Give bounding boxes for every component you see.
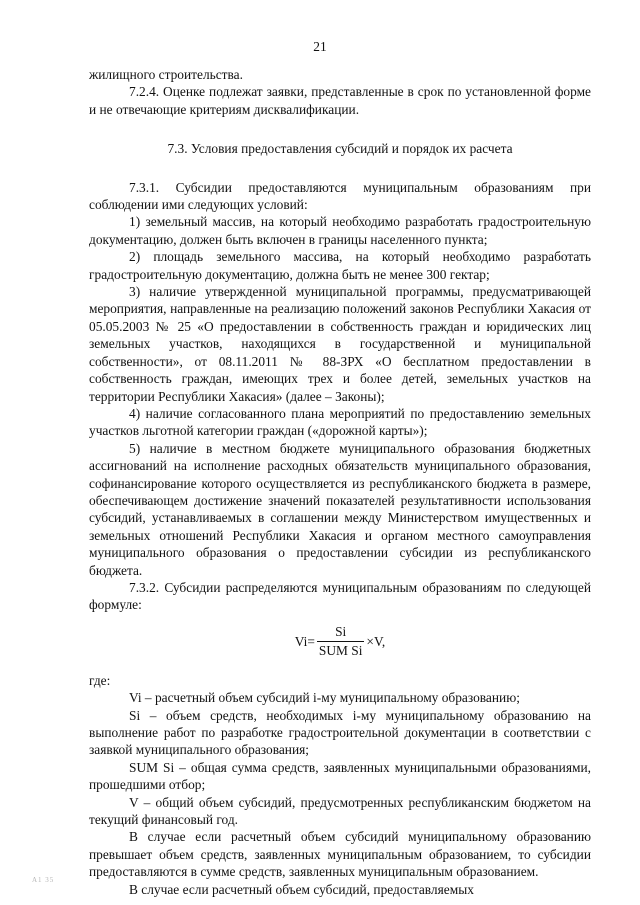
formula-lhs: Vi= [294,633,315,649]
formula-numerator: Si [335,624,347,640]
formula-fraction [317,624,365,659]
paragraph-7-3-1: 7.3.1. Субсидии предоставляются муниципальным образованиям при соблюдении ими следующих условий: [89,179,591,213]
page-content [89,66,591,898]
condition-2: 2) площадь земельного массива, на который необходимо разработать градостроительную документацию, должна быть не менее 300 гектар; [89,249,591,282]
formula-rhs: ×V, [366,633,386,649]
definition-vi: Vi – расчетный объем субсидий i-му муниципальному образованию; [129,690,520,706]
definition-v: V – общий объем субсидий, предусмотренных республиканским бюджетом на текущий финансовый год. [89,794,591,828]
paragraph-intro: жилищного строительства. [89,67,243,82]
distribution-formula [89,615,591,669]
paragraph-7-3-2: 7.3.2. Субсидии распределяются муниципальным образованиям по следующей формуле: [89,579,591,613]
paragraph-case-2: В случае если расчетный объем субсидий, предоставляемых [129,881,474,897]
section-heading-7-3: 7.3. Условия предоставления субсидий и порядок их расчета [167,141,513,157]
definition-si: Si – объем средств, необходимых i-му муниципальному образованию на выполнение работ по разработке градостроительной документации в соответствии с заявкой муниципального образования; [89,707,591,758]
definition-sum-si: SUM Si – общая сумма средств, заявленных муниципальными образованиями, прошедшими отбор; [89,759,591,793]
where-label: где: [89,672,111,688]
condition-1: 1) земельный массив, на который необходимо разработать градостроительную документацию, должен быть включен в границы населенного пункта; [89,214,591,247]
footer-stamp: A1 35 [32,876,55,884]
condition-3: 3) наличие утвержденной муниципальной программы, предусматривающей мероприятия, направленные на реализацию положений законов Республики Хакасия от 05.05.2003 № 25 «О предоставлении в собственность граждан и юридических лиц земельных участков, находящихся в государственной и муниципальной собственности», от 08.11.2011 № 88-ЗРХ «О бесплатном предоставлении в собственность граждан, имеющих трех и более детей, земельных участков на территории Республики Хакасия» (далее – Законы); [89,284,591,404]
paragraph-7-2-4: 7.2.4. Оценке подлежат заявки, представленные в срок по установленной форме и не отвечающие критериям дисквалификации. [89,84,591,117]
formula-denominator: SUM Si [318,643,363,659]
condition-4: 4) наличие согласованного плана мероприятий по предоставлению земельных участков льготной категории граждан («дорожной карты»); [89,405,591,439]
condition-5: 5) наличие в местном бюджете муниципального образования бюджетных ассигнований на исполнение расходных обязательств муниципального образования, софинансирование которого осуществляется из республиканского бюджета в размере, обеспечивающем достижение значений показателей результативности использования субсидий, устанавливаемых в соглашении между Министерством имущественных и земельных отношений Республики Хакасия и органом местного самоуправления муниципального образования о предоставлении субсидии из республиканского бюджета. [89,440,591,578]
paragraph-case-1: В случае если расчетный объем субсидий муниципальному образованию превышает объем средств, заявленных муниципальным образованием, то субсидии предоставляются в сумме средств, заявленных муниципальным образованием. [89,829,591,880]
page-number: 21 [313,39,327,54]
